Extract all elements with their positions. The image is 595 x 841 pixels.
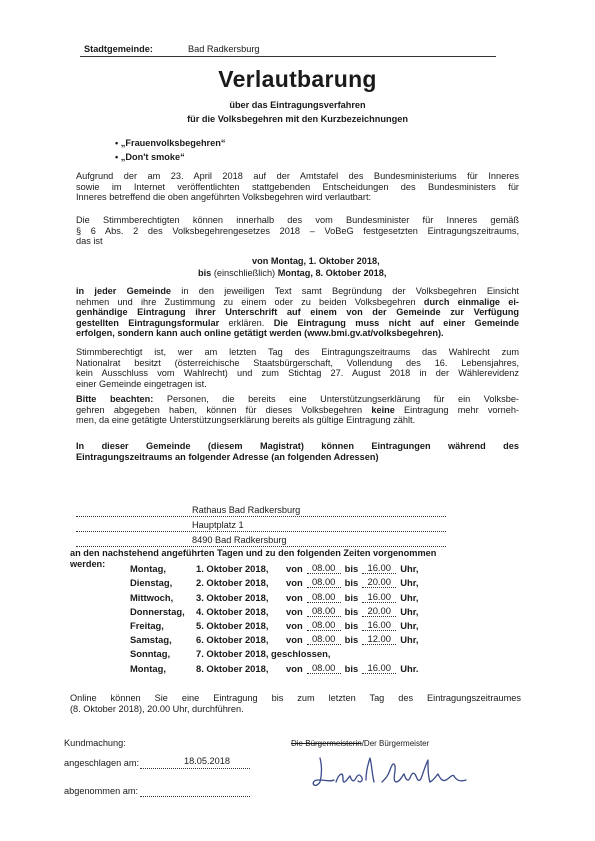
- text-line: [76, 307, 519, 318]
- schedule-uhr: Uhr,: [400, 591, 419, 603]
- schedule-date: 7. Oktober 2018, geschlossen,: [196, 648, 331, 660]
- initiative-item: • „Don't smoke“: [115, 152, 185, 162]
- bold-text: keine: [371, 404, 395, 415]
- schedule-from-value: 08.00: [307, 662, 341, 674]
- period-to-note: (einschließlich): [213, 268, 276, 278]
- address-text: Rathaus Bad Radkersburg: [192, 505, 301, 515]
- schedule-uhr: Uhr,: [400, 605, 419, 617]
- text-line: Stimmberechtigt ist, wer am letzten Tag des Eintragungszeitraums das Wahlrecht zum: [76, 347, 519, 357]
- address-line: [76, 520, 446, 532]
- schedule-day: Sonntag,: [130, 648, 171, 660]
- text-line: kein Ausschluss vom Wahlrecht) und zum Stichtag 27. August 2018 in der Wählerevidenz: [76, 368, 519, 378]
- bold-text: gestellten Eintragungsformular: [76, 317, 220, 328]
- angeschlagen-label: angeschlagen am:: [64, 758, 140, 768]
- schedule-row: [128, 588, 420, 602]
- schedule-day: Dienstag,: [130, 577, 173, 589]
- text-segment: gehren abgegeben haben, können für dieses Volksbegehren: [76, 404, 372, 415]
- schedule-date: 3. Oktober 2018,: [196, 591, 269, 603]
- period-to: [198, 268, 386, 278]
- schedule-date: 1. Oktober 2018,: [196, 563, 269, 575]
- text-line: [76, 286, 519, 297]
- schedule-bis: bis: [344, 662, 359, 674]
- schedule-to-value: 20.00: [362, 605, 396, 617]
- initiative-name: „Don't smoke“: [120, 152, 185, 162]
- schedule-to: [360, 631, 398, 645]
- text-line: Inneres betreffend die oben angeführten Volksbegehren wird verlautbart:: [76, 192, 372, 202]
- text-line: (8. Oktober 2018), 20.00 Uhr, durchführen.: [70, 703, 244, 714]
- text-line: an den nachstehend angeführten Tagen und zu den folgenden Zeiten vorgenommen: [70, 548, 437, 558]
- schedule-day: Mittwoch,: [130, 591, 174, 603]
- schedule-day: Samstag,: [130, 634, 172, 646]
- bold-text: Die Eintragung muss nicht auf einer Gemeinde: [273, 317, 519, 328]
- schedule-date: 6. Oktober 2018,: [196, 634, 269, 646]
- schedule-from: [305, 617, 343, 631]
- schedule-von: von: [286, 662, 303, 674]
- schedule-row: [128, 645, 420, 659]
- schedule-date: 5. Oktober 2018,: [196, 619, 269, 631]
- schedule-from: [305, 560, 343, 574]
- schedule-day: Donnerstag,: [130, 605, 185, 617]
- schedule-bis: bis: [344, 605, 359, 617]
- schedule-day: Freitag,: [130, 619, 164, 631]
- text-segment: in den jeweiligen Text samt Begründung der Volksbegehren Einsicht: [171, 286, 519, 296]
- paragraph-intro: [76, 171, 519, 203]
- schedule-to: [360, 574, 398, 588]
- bold-text: Bitte beachten:: [76, 394, 154, 404]
- schedule-date: 4. Oktober 2018,: [196, 605, 269, 617]
- bold-text: in jeder Gemeinde: [76, 286, 172, 296]
- schedule-day: Montag,: [130, 662, 166, 674]
- abgenommen-date: [140, 784, 250, 797]
- schedule-day: Montag,: [130, 563, 166, 575]
- initiative-name: „Frauenvolksbegehren“: [120, 138, 226, 148]
- text-line: werden:: [70, 558, 106, 569]
- schedule-from: [305, 574, 343, 588]
- paragraph-location-intro: [76, 441, 519, 462]
- schedule-row: [128, 603, 420, 617]
- paragraph-eligibility-intro: [76, 215, 519, 247]
- initiative-item: • „Frauenvolksbegehren“: [115, 138, 226, 148]
- schedule-von: von: [286, 563, 303, 575]
- schedule-to: [360, 588, 398, 602]
- schedule-to: [360, 603, 398, 617]
- schedule-from-value: 08.00: [307, 562, 341, 574]
- schedule-uhr: Uhr,: [400, 577, 419, 589]
- handwritten-signature: [300, 752, 480, 792]
- schedule-to: [360, 617, 398, 631]
- text-line: § 6 Abs. 2 des Volksbegehrengesetzes 2018 – VoBeG festgesetzten Eintragungszeitraums,: [76, 225, 519, 236]
- text-segment: men, da eine getätigte Unterstützungserklärung bereits als gültige Eintragung zählt.: [76, 415, 416, 425]
- schedule-uhr: Uhr.: [400, 662, 419, 674]
- schedule-to-value: 16.00: [362, 591, 396, 603]
- schedule-to-value: 12.00: [362, 633, 396, 645]
- initiative-list: [115, 136, 225, 164]
- schedule-uhr: Uhr,: [400, 563, 419, 575]
- text-segment: nehmen und ihre Zustimmung zu einem oder zu beiden Volksbegehren: [76, 296, 424, 307]
- bold-text: durch einmalige ei-: [423, 296, 519, 307]
- schedule-to-value: 16.00: [362, 619, 396, 631]
- text-line: Online können Sie eine Eintragung bis zum letzten Tag des Eintragungszeitraumes: [70, 693, 521, 703]
- schedule-bis: bis: [344, 577, 359, 589]
- schedule-bis: bis: [344, 563, 359, 575]
- schedule-row: [128, 631, 420, 645]
- angeschlagen-date: [140, 756, 250, 769]
- address-line: [76, 505, 446, 517]
- text-line: [76, 415, 519, 426]
- schedule-from-value: 08.00: [307, 591, 341, 603]
- schedule-from: [305, 603, 343, 617]
- schedule-date: 8. Oktober 2018,: [196, 662, 269, 674]
- text-line: [76, 297, 519, 308]
- paragraph-signing-method: [76, 286, 519, 339]
- period-to-prefix: bis: [198, 268, 212, 278]
- schedule-from-value: 08.00: [307, 605, 341, 617]
- paragraph-online: [70, 693, 521, 714]
- schedule-row: [128, 617, 420, 631]
- bold-text: erfolgen, sondern kann auch online getätigt werden (www.bmi.gv.at/volksbegehren).: [76, 328, 444, 338]
- signatory-struck: Die Bürgermeisterin: [291, 739, 362, 748]
- schedule-date: 2. Oktober 2018,: [196, 577, 269, 589]
- text-line: Nationalrat besitzt (österreichische Staatsbürgerschaft, Vollendung des 16. Lebensjahres,: [76, 357, 519, 368]
- text-segment: erklären.: [219, 317, 274, 328]
- angeschlagen-value: 18.05.2018: [184, 756, 230, 766]
- schedule-from: [305, 659, 343, 673]
- schedule-uhr: Uhr,: [400, 634, 419, 646]
- text-line: sowie im Internet veröffentlichten stattgebenden Entscheidungen des Bundesministers für: [76, 181, 519, 192]
- schedule-von: von: [286, 605, 303, 617]
- address-text: 8490 Bad Radkersburg: [192, 535, 287, 545]
- schedule-uhr: Uhr,: [400, 619, 419, 631]
- paragraph-eligibility: [76, 347, 519, 389]
- abgenommen-label: abgenommen am:: [64, 786, 139, 796]
- schedule-row: [128, 560, 420, 574]
- text-line: das ist: [76, 236, 103, 246]
- page-title: Verlautbarung: [218, 66, 377, 92]
- header-municipality: Bad Radkersburg: [188, 44, 260, 54]
- schedule-from-value: 08.00: [307, 619, 341, 631]
- schedule-von: von: [286, 591, 303, 603]
- signatory-title: [291, 739, 429, 748]
- period-to-date: Montag, 8. Oktober 2018,: [277, 268, 387, 278]
- text-line: einer Gemeinde eingetragen ist.: [76, 378, 207, 389]
- text-segment: Personen, die bereits eine Unterstützungserklärung für ein Volksbe-: [153, 394, 519, 404]
- schedule-to: [360, 659, 398, 673]
- schedule-von: von: [286, 577, 303, 589]
- text-line: Eintragungszeitraums an folgender Adresse (an folgenden Adressen): [76, 451, 379, 462]
- address-text: Hauptplatz 1: [192, 520, 244, 530]
- schedule-to-value: 16.00: [362, 662, 396, 674]
- schedule-bis: bis: [344, 634, 359, 646]
- header-underline: [80, 56, 496, 57]
- text-line: Aufgrund der am 23. April 2018 auf der Amtstafel des Bundesministeriums für Inneres: [76, 171, 519, 181]
- schedule-to: [360, 560, 398, 574]
- schedule-from: [305, 588, 343, 602]
- kundmachung-label: Kundmachung:: [64, 738, 126, 748]
- bold-text: genhändige Eintragung ihrer Unterschrift auf einem von der Gemeinde zur Verfügung: [76, 307, 519, 317]
- text-segment: Eintragung mehr vorneh-: [394, 404, 519, 415]
- schedule-from-value: 08.00: [307, 576, 341, 588]
- text-line: [76, 405, 519, 416]
- schedule-von: von: [286, 634, 303, 646]
- text-line: [76, 328, 519, 339]
- text-line: Die Stimmberechtigten können innerhalb des vom Bundesminister für Inneres gemäß: [76, 215, 519, 225]
- signatory-mayor: /Der Bürgermeister: [361, 739, 430, 748]
- text-line: [76, 394, 519, 405]
- schedule-table: [128, 560, 420, 674]
- schedule-to-value: 16.00: [362, 562, 396, 574]
- subtitle-2: für die Volksbegehren mit den Kurzbezeichnungen: [187, 114, 408, 124]
- subtitle-1: über das Eintragungsverfahren: [229, 100, 366, 110]
- paragraph-notice: [76, 394, 519, 426]
- header-label: Stadtgemeinde:: [84, 44, 153, 54]
- address-line: [76, 535, 446, 547]
- schedule-bis: bis: [344, 591, 359, 603]
- schedule-from: [305, 631, 343, 645]
- text-line: In dieser Gemeinde (diesem Magistrat) können Eintragungen während des: [76, 441, 519, 451]
- schedule-from-value: 08.00: [307, 633, 341, 645]
- period-from: von Montag, 1. Oktober 2018,: [252, 256, 380, 266]
- text-line: [76, 318, 519, 329]
- schedule-row: [128, 659, 420, 673]
- schedule-von: von: [286, 619, 303, 631]
- schedule-to-value: 20.00: [362, 576, 396, 588]
- schedule-row: [128, 574, 420, 588]
- schedule-bis: bis: [344, 619, 359, 631]
